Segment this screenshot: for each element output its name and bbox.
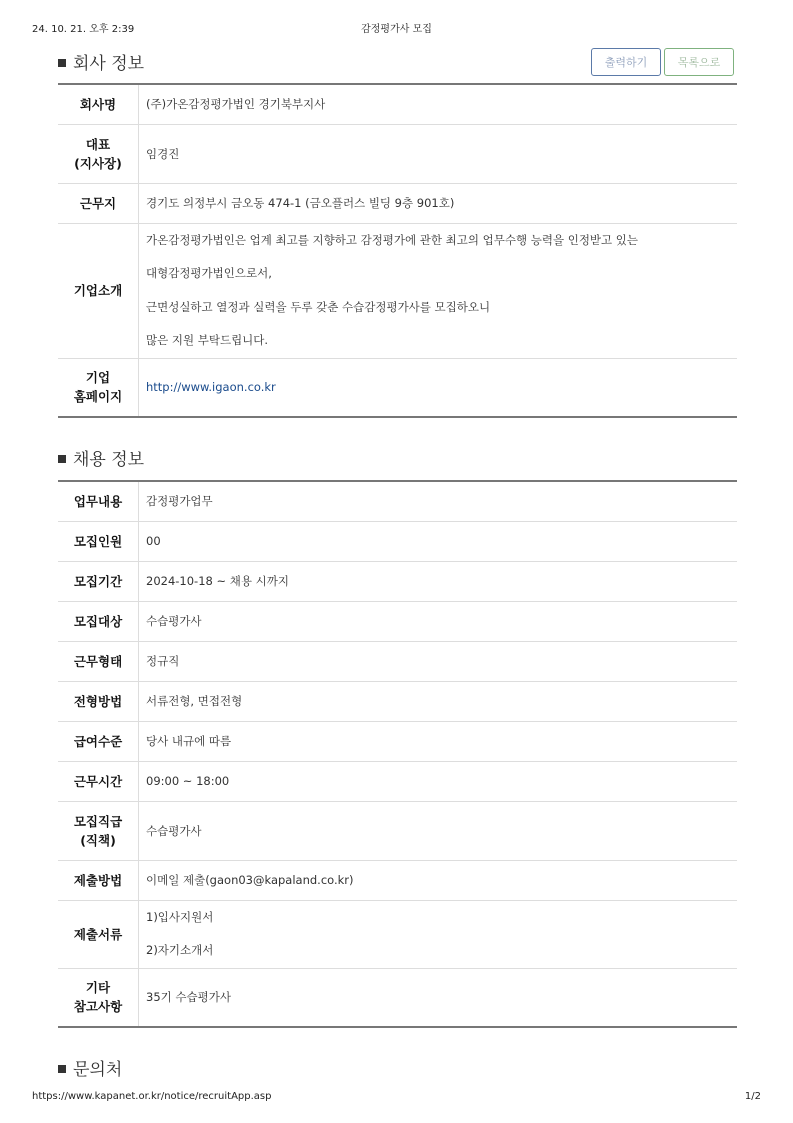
square-bullet-icon bbox=[58, 59, 66, 67]
headcount-label: 모집인원 bbox=[58, 521, 139, 561]
process-row bbox=[58, 681, 737, 721]
headcount-row bbox=[58, 521, 737, 561]
duty-label: 업무내용 bbox=[58, 481, 139, 521]
document-item: 2)자기소개서 bbox=[146, 943, 214, 957]
hours-row bbox=[58, 761, 737, 801]
intro-line: 대형감정평가법인으로서, bbox=[146, 266, 272, 280]
print-date: 24. 10. 21. 오후 2:39 bbox=[32, 24, 135, 35]
ceo-row bbox=[58, 124, 737, 183]
intro-line: 근면성실하고 열정과 실력을 두루 갖춘 수습감정평가사를 모집하오니 bbox=[146, 299, 491, 314]
headcount-value: 00 bbox=[139, 521, 738, 561]
position-label: 모집직급 (직책) bbox=[58, 801, 139, 860]
duty-value: 감정평가업무 bbox=[139, 481, 738, 521]
position-value: 수습평가사 bbox=[139, 801, 738, 860]
homepage-label: 기업 홈페이지 bbox=[58, 358, 139, 417]
intro-label: 기업소개 bbox=[58, 223, 139, 358]
list-button[interactable]: 목록으로 bbox=[664, 48, 734, 76]
submit-method-label: 제출방법 bbox=[58, 860, 139, 900]
ceo-value: 임경진 bbox=[139, 124, 738, 183]
work-type-row bbox=[58, 641, 737, 681]
page-number: 1/2 bbox=[744, 1091, 761, 1102]
documents-label: 제출서류 bbox=[58, 900, 139, 968]
location-label: 근무지 bbox=[58, 183, 139, 223]
submit-method-value: 이메일 제출(gaon03@kapaland.co.kr) bbox=[139, 860, 738, 900]
print-footer bbox=[32, 1091, 761, 1107]
company-name-label: 회사명 bbox=[58, 84, 139, 124]
documents-row bbox=[58, 900, 737, 968]
print-url: https://www.kapanet.or.kr/notice/recruitApp.asp bbox=[32, 1091, 272, 1102]
process-value: 서류전형, 면접전형 bbox=[139, 681, 738, 721]
company-name-value: (주)가온감정평가법인 경기북부지사 bbox=[139, 84, 738, 124]
period-value: 2024-10-18 ~ 채용 시까지 bbox=[139, 561, 738, 601]
intro-line: 가온감정평가법인은 업계 최고를 지향하고 감정평가에 관한 최고의 업무수행 능력을 인정받고 있는 bbox=[146, 232, 639, 247]
etc-value: 35기 수습평가사 bbox=[146, 990, 231, 1005]
print-title: 감정평가사 모집 bbox=[361, 24, 432, 35]
target-row bbox=[58, 601, 737, 641]
position-row bbox=[58, 801, 737, 860]
homepage-link[interactable]: http://www.igaon.co.kr bbox=[146, 380, 276, 395]
period-row bbox=[58, 561, 737, 601]
etc-label: 기타 참고사항 bbox=[58, 968, 139, 1027]
square-bullet-icon bbox=[58, 455, 66, 463]
hours-label: 근무시간 bbox=[58, 761, 139, 801]
contact-section-title bbox=[58, 1055, 122, 1080]
ceo-label: 대표 (지사장) bbox=[58, 124, 139, 183]
documents-value bbox=[139, 900, 738, 968]
target-label: 모집대상 bbox=[58, 601, 139, 641]
square-bullet-icon bbox=[58, 1065, 66, 1073]
work-type-label: 근무형태 bbox=[58, 641, 139, 681]
company-section-title bbox=[58, 49, 144, 74]
homepage-value bbox=[139, 358, 738, 417]
homepage-row bbox=[58, 358, 737, 417]
etc-row bbox=[58, 968, 737, 1027]
recruit-section-title-text: 채용 정보 bbox=[73, 450, 145, 470]
intro-line: 많은 지원 부탁드립니다. bbox=[146, 333, 269, 347]
target-value: 수습평가사 bbox=[139, 601, 738, 641]
location-value: 경기도 의정부시 금오동 474-1 (금오플러스 빌딩 9층 901호) bbox=[139, 183, 738, 223]
company-name-row bbox=[58, 84, 737, 124]
process-label: 전형방법 bbox=[58, 681, 139, 721]
work-type-value: 정규직 bbox=[139, 641, 738, 681]
intro-value bbox=[139, 223, 738, 358]
print-button[interactable]: 출력하기 bbox=[591, 48, 661, 76]
period-label: 모집기간 bbox=[58, 561, 139, 601]
recruit-info-table bbox=[58, 480, 737, 1028]
document-item: 1)입사지원서 bbox=[146, 909, 214, 924]
company-info-table bbox=[58, 83, 737, 418]
recruit-section-title bbox=[58, 445, 144, 470]
intro-row bbox=[58, 223, 737, 358]
print-header bbox=[32, 20, 761, 36]
salary-row bbox=[58, 721, 737, 761]
duty-row bbox=[58, 481, 737, 521]
submit-method-row bbox=[58, 860, 737, 900]
salary-value: 당사 내규에 따름 bbox=[139, 721, 738, 761]
location-row bbox=[58, 183, 737, 223]
company-section-title-text: 회사 정보 bbox=[73, 54, 145, 74]
contact-section-title-text: 문의처 bbox=[73, 1060, 123, 1080]
salary-label: 급여수준 bbox=[58, 721, 139, 761]
hours-value: 09:00 ~ 18:00 bbox=[139, 761, 738, 801]
